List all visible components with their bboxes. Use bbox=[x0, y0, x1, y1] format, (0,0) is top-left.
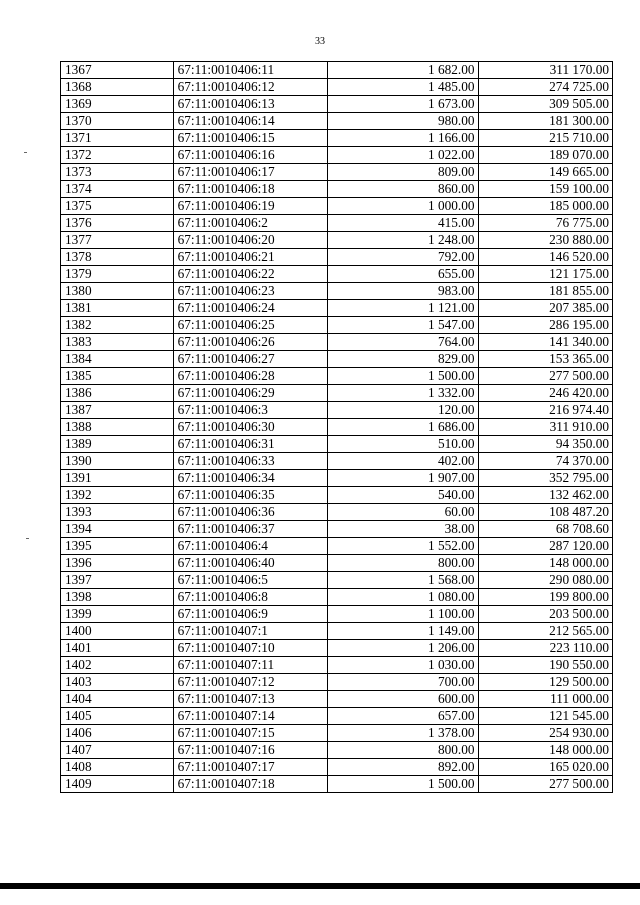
row-number-cell: 1397 bbox=[61, 572, 174, 589]
cadastral-value-cell: 94 350.00 bbox=[478, 436, 612, 453]
row-number-cell: 1388 bbox=[61, 419, 174, 436]
cadastral-value-cell: 121 175.00 bbox=[478, 266, 612, 283]
area-cell: 1 485.00 bbox=[327, 79, 478, 96]
cadastral-value-cell: 74 370.00 bbox=[478, 453, 612, 470]
cadastral-number-cell: 67:11:0010406:2 bbox=[173, 215, 327, 232]
cadastral-number-cell: 67:11:0010406:27 bbox=[173, 351, 327, 368]
row-number-cell: 1389 bbox=[61, 436, 174, 453]
cadastral-number-cell: 67:11:0010406:14 bbox=[173, 113, 327, 130]
table-row bbox=[61, 147, 613, 164]
area-cell: 655.00 bbox=[327, 266, 478, 283]
table-row bbox=[61, 555, 613, 572]
row-number-cell: 1383 bbox=[61, 334, 174, 351]
cadastral-number-cell: 67:11:0010406:31 bbox=[173, 436, 327, 453]
table-row bbox=[61, 691, 613, 708]
area-cell: 1 500.00 bbox=[327, 776, 478, 793]
row-number-cell: 1384 bbox=[61, 351, 174, 368]
row-number-cell: 1394 bbox=[61, 521, 174, 538]
table-row bbox=[61, 385, 613, 402]
table-row bbox=[61, 759, 613, 776]
row-number-cell: 1371 bbox=[61, 130, 174, 147]
table-row bbox=[61, 249, 613, 266]
cadastral-value-cell: 216 974.40 bbox=[478, 402, 612, 419]
area-cell: 540.00 bbox=[327, 487, 478, 504]
area-cell: 120.00 bbox=[327, 402, 478, 419]
table-row bbox=[61, 657, 613, 674]
cadastral-number-cell: 67:11:0010407:14 bbox=[173, 708, 327, 725]
table-row bbox=[61, 130, 613, 147]
row-number-cell: 1390 bbox=[61, 453, 174, 470]
row-number-cell: 1374 bbox=[61, 181, 174, 198]
cadastral-number-cell: 67:11:0010406:8 bbox=[173, 589, 327, 606]
cadastral-value-cell: 199 800.00 bbox=[478, 589, 612, 606]
area-cell: 1 682.00 bbox=[327, 62, 478, 79]
table-row bbox=[61, 572, 613, 589]
cadastral-number-cell: 67:11:0010406:22 bbox=[173, 266, 327, 283]
scan-speck bbox=[24, 152, 27, 153]
cadastral-value-cell: 146 520.00 bbox=[478, 249, 612, 266]
cadastral-value-cell: 189 070.00 bbox=[478, 147, 612, 164]
page-number: 33 bbox=[315, 36, 325, 47]
area-cell: 1 907.00 bbox=[327, 470, 478, 487]
table-body bbox=[61, 62, 613, 793]
area-cell: 1 121.00 bbox=[327, 300, 478, 317]
cadastral-value-cell: 149 665.00 bbox=[478, 164, 612, 181]
cadastral-value-cell: 207 385.00 bbox=[478, 300, 612, 317]
cadastral-number-cell: 67:11:0010407:11 bbox=[173, 657, 327, 674]
table-row bbox=[61, 402, 613, 419]
cadastral-number-cell: 67:11:0010407:10 bbox=[173, 640, 327, 657]
area-cell: 600.00 bbox=[327, 691, 478, 708]
table-row bbox=[61, 283, 613, 300]
row-number-cell: 1369 bbox=[61, 96, 174, 113]
row-number-cell: 1408 bbox=[61, 759, 174, 776]
cadastral-value-cell: 286 195.00 bbox=[478, 317, 612, 334]
cadastral-number-cell: 67:11:0010406:12 bbox=[173, 79, 327, 96]
table-row bbox=[61, 487, 613, 504]
cadastral-number-cell: 67:11:0010407:18 bbox=[173, 776, 327, 793]
cadastral-value-cell: 311 910.00 bbox=[478, 419, 612, 436]
area-cell: 38.00 bbox=[327, 521, 478, 538]
cadastral-number-cell: 67:11:0010406:34 bbox=[173, 470, 327, 487]
area-cell: 1 206.00 bbox=[327, 640, 478, 657]
row-number-cell: 1398 bbox=[61, 589, 174, 606]
table-row bbox=[61, 708, 613, 725]
cadastral-number-cell: 67:11:0010406:13 bbox=[173, 96, 327, 113]
row-number-cell: 1391 bbox=[61, 470, 174, 487]
row-number-cell: 1407 bbox=[61, 742, 174, 759]
area-cell: 829.00 bbox=[327, 351, 478, 368]
cadastral-number-cell: 67:11:0010406:19 bbox=[173, 198, 327, 215]
row-number-cell: 1405 bbox=[61, 708, 174, 725]
cadastral-value-cell: 215 710.00 bbox=[478, 130, 612, 147]
table-row bbox=[61, 674, 613, 691]
table-row bbox=[61, 198, 613, 215]
area-cell: 1 166.00 bbox=[327, 130, 478, 147]
cadastral-number-cell: 67:11:0010406:28 bbox=[173, 368, 327, 385]
row-number-cell: 1382 bbox=[61, 317, 174, 334]
area-cell: 60.00 bbox=[327, 504, 478, 521]
area-cell: 1 552.00 bbox=[327, 538, 478, 555]
cadastral-value-cell: 108 487.20 bbox=[478, 504, 612, 521]
area-cell: 980.00 bbox=[327, 113, 478, 130]
area-cell: 415.00 bbox=[327, 215, 478, 232]
table-row bbox=[61, 419, 613, 436]
area-cell: 1 022.00 bbox=[327, 147, 478, 164]
cadastral-number-cell: 67:11:0010406:29 bbox=[173, 385, 327, 402]
cadastral-value-cell: 148 000.00 bbox=[478, 742, 612, 759]
area-cell: 1 080.00 bbox=[327, 589, 478, 606]
row-number-cell: 1404 bbox=[61, 691, 174, 708]
table-row bbox=[61, 436, 613, 453]
cadastral-value-cell: 159 100.00 bbox=[478, 181, 612, 198]
cadastral-value-cell: 287 120.00 bbox=[478, 538, 612, 555]
area-cell: 700.00 bbox=[327, 674, 478, 691]
cadastral-number-cell: 67:11:0010407:16 bbox=[173, 742, 327, 759]
area-cell: 983.00 bbox=[327, 283, 478, 300]
cadastral-number-cell: 67:11:0010407:1 bbox=[173, 623, 327, 640]
cadastral-value-cell: 311 170.00 bbox=[478, 62, 612, 79]
scan-speck bbox=[26, 538, 29, 539]
row-number-cell: 1368 bbox=[61, 79, 174, 96]
area-cell: 510.00 bbox=[327, 436, 478, 453]
row-number-cell: 1381 bbox=[61, 300, 174, 317]
row-number-cell: 1403 bbox=[61, 674, 174, 691]
cadastral-number-cell: 67:11:0010406:30 bbox=[173, 419, 327, 436]
row-number-cell: 1378 bbox=[61, 249, 174, 266]
area-cell: 1 332.00 bbox=[327, 385, 478, 402]
cadastral-number-cell: 67:11:0010407:17 bbox=[173, 759, 327, 776]
table-row bbox=[61, 606, 613, 623]
cadastral-number-cell: 67:11:0010407:15 bbox=[173, 725, 327, 742]
cadastral-number-cell: 67:11:0010406:11 bbox=[173, 62, 327, 79]
table-row bbox=[61, 776, 613, 793]
area-cell: 1 248.00 bbox=[327, 232, 478, 249]
cadastral-value-cell: 290 080.00 bbox=[478, 572, 612, 589]
area-cell: 1 568.00 bbox=[327, 572, 478, 589]
area-cell: 809.00 bbox=[327, 164, 478, 181]
row-number-cell: 1401 bbox=[61, 640, 174, 657]
table-row bbox=[61, 164, 613, 181]
area-cell: 1 547.00 bbox=[327, 317, 478, 334]
row-number-cell: 1372 bbox=[61, 147, 174, 164]
row-number-cell: 1409 bbox=[61, 776, 174, 793]
area-cell: 1 686.00 bbox=[327, 419, 478, 436]
cadastral-value-cell: 230 880.00 bbox=[478, 232, 612, 249]
cadastral-value-cell: 121 545.00 bbox=[478, 708, 612, 725]
row-number-cell: 1379 bbox=[61, 266, 174, 283]
table-row bbox=[61, 470, 613, 487]
area-cell: 1 030.00 bbox=[327, 657, 478, 674]
cadastral-number-cell: 67:11:0010406:24 bbox=[173, 300, 327, 317]
cadastral-value-cell: 274 725.00 bbox=[478, 79, 612, 96]
cadastral-number-cell: 67:11:0010406:40 bbox=[173, 555, 327, 572]
area-cell: 792.00 bbox=[327, 249, 478, 266]
cadastral-number-cell: 67:11:0010406:21 bbox=[173, 249, 327, 266]
row-number-cell: 1406 bbox=[61, 725, 174, 742]
row-number-cell: 1373 bbox=[61, 164, 174, 181]
area-cell: 800.00 bbox=[327, 555, 478, 572]
row-number-cell: 1376 bbox=[61, 215, 174, 232]
cadastral-value-cell: 309 505.00 bbox=[478, 96, 612, 113]
cadastral-number-cell: 67:11:0010406:18 bbox=[173, 181, 327, 198]
table-row bbox=[61, 79, 613, 96]
cadastral-number-cell: 67:11:0010406:35 bbox=[173, 487, 327, 504]
cadastral-value-cell: 165 020.00 bbox=[478, 759, 612, 776]
row-number-cell: 1400 bbox=[61, 623, 174, 640]
cadastral-value-cell: 129 500.00 bbox=[478, 674, 612, 691]
bottom-scan-border bbox=[0, 883, 640, 889]
area-cell: 860.00 bbox=[327, 181, 478, 198]
table-row bbox=[61, 589, 613, 606]
cadastral-value-cell: 277 500.00 bbox=[478, 368, 612, 385]
table-row bbox=[61, 453, 613, 470]
cadastral-number-cell: 67:11:0010406:36 bbox=[173, 504, 327, 521]
area-cell: 1 000.00 bbox=[327, 198, 478, 215]
cadastral-number-cell: 67:11:0010406:25 bbox=[173, 317, 327, 334]
cadastral-number-cell: 67:11:0010406:9 bbox=[173, 606, 327, 623]
cadastral-number-cell: 67:11:0010406:4 bbox=[173, 538, 327, 555]
table-row bbox=[61, 266, 613, 283]
cadastral-number-cell: 67:11:0010406:26 bbox=[173, 334, 327, 351]
row-number-cell: 1393 bbox=[61, 504, 174, 521]
cadastral-value-cell: 181 855.00 bbox=[478, 283, 612, 300]
area-cell: 1 673.00 bbox=[327, 96, 478, 113]
cadastral-value-cell: 223 110.00 bbox=[478, 640, 612, 657]
row-number-cell: 1399 bbox=[61, 606, 174, 623]
cadastral-number-cell: 67:11:0010406:17 bbox=[173, 164, 327, 181]
cadastral-number-cell: 67:11:0010406:3 bbox=[173, 402, 327, 419]
table-row bbox=[61, 351, 613, 368]
table-row bbox=[61, 232, 613, 249]
area-cell: 1 378.00 bbox=[327, 725, 478, 742]
table-row bbox=[61, 504, 613, 521]
land-parcel-table bbox=[60, 61, 613, 793]
table-row bbox=[61, 62, 613, 79]
row-number-cell: 1367 bbox=[61, 62, 174, 79]
cadastral-number-cell: 67:11:0010406:5 bbox=[173, 572, 327, 589]
area-cell: 402.00 bbox=[327, 453, 478, 470]
row-number-cell: 1396 bbox=[61, 555, 174, 572]
table-row bbox=[61, 640, 613, 657]
cadastral-value-cell: 185 000.00 bbox=[478, 198, 612, 215]
row-number-cell: 1370 bbox=[61, 113, 174, 130]
cadastral-number-cell: 67:11:0010406:16 bbox=[173, 147, 327, 164]
row-number-cell: 1392 bbox=[61, 487, 174, 504]
table-row bbox=[61, 317, 613, 334]
cadastral-value-cell: 68 708.60 bbox=[478, 521, 612, 538]
row-number-cell: 1385 bbox=[61, 368, 174, 385]
table-row bbox=[61, 96, 613, 113]
row-number-cell: 1377 bbox=[61, 232, 174, 249]
cadastral-number-cell: 67:11:0010406:20 bbox=[173, 232, 327, 249]
area-cell: 1 149.00 bbox=[327, 623, 478, 640]
cadastral-value-cell: 132 462.00 bbox=[478, 487, 612, 504]
table-row bbox=[61, 334, 613, 351]
area-cell: 800.00 bbox=[327, 742, 478, 759]
cadastral-number-cell: 67:11:0010406:37 bbox=[173, 521, 327, 538]
row-number-cell: 1375 bbox=[61, 198, 174, 215]
cadastral-value-cell: 212 565.00 bbox=[478, 623, 612, 640]
table-row bbox=[61, 368, 613, 385]
cadastral-value-cell: 246 420.00 bbox=[478, 385, 612, 402]
table-row bbox=[61, 113, 613, 130]
table-row bbox=[61, 181, 613, 198]
cadastral-value-cell: 277 500.00 bbox=[478, 776, 612, 793]
cadastral-number-cell: 67:11:0010407:13 bbox=[173, 691, 327, 708]
row-number-cell: 1387 bbox=[61, 402, 174, 419]
cadastral-value-cell: 352 795.00 bbox=[478, 470, 612, 487]
cadastral-value-cell: 254 930.00 bbox=[478, 725, 612, 742]
row-number-cell: 1386 bbox=[61, 385, 174, 402]
cadastral-value-cell: 141 340.00 bbox=[478, 334, 612, 351]
cadastral-value-cell: 190 550.00 bbox=[478, 657, 612, 674]
row-number-cell: 1402 bbox=[61, 657, 174, 674]
area-cell: 1 100.00 bbox=[327, 606, 478, 623]
row-number-cell: 1395 bbox=[61, 538, 174, 555]
cadastral-number-cell: 67:11:0010406:15 bbox=[173, 130, 327, 147]
cadastral-value-cell: 153 365.00 bbox=[478, 351, 612, 368]
table-row bbox=[61, 742, 613, 759]
cadastral-value-cell: 76 775.00 bbox=[478, 215, 612, 232]
cadastral-value-cell: 203 500.00 bbox=[478, 606, 612, 623]
cadastral-value-cell: 181 300.00 bbox=[478, 113, 612, 130]
area-cell: 1 500.00 bbox=[327, 368, 478, 385]
area-cell: 764.00 bbox=[327, 334, 478, 351]
table-row bbox=[61, 215, 613, 232]
cadastral-value-cell: 111 000.00 bbox=[478, 691, 612, 708]
cadastral-number-cell: 67:11:0010406:23 bbox=[173, 283, 327, 300]
cadastral-number-cell: 67:11:0010407:12 bbox=[173, 674, 327, 691]
cadastral-value-cell: 148 000.00 bbox=[478, 555, 612, 572]
cadastral-number-cell: 67:11:0010406:33 bbox=[173, 453, 327, 470]
table-row bbox=[61, 538, 613, 555]
row-number-cell: 1380 bbox=[61, 283, 174, 300]
table-row bbox=[61, 725, 613, 742]
table-row bbox=[61, 623, 613, 640]
table-row bbox=[61, 300, 613, 317]
table-row bbox=[61, 521, 613, 538]
area-cell: 892.00 bbox=[327, 759, 478, 776]
area-cell: 657.00 bbox=[327, 708, 478, 725]
